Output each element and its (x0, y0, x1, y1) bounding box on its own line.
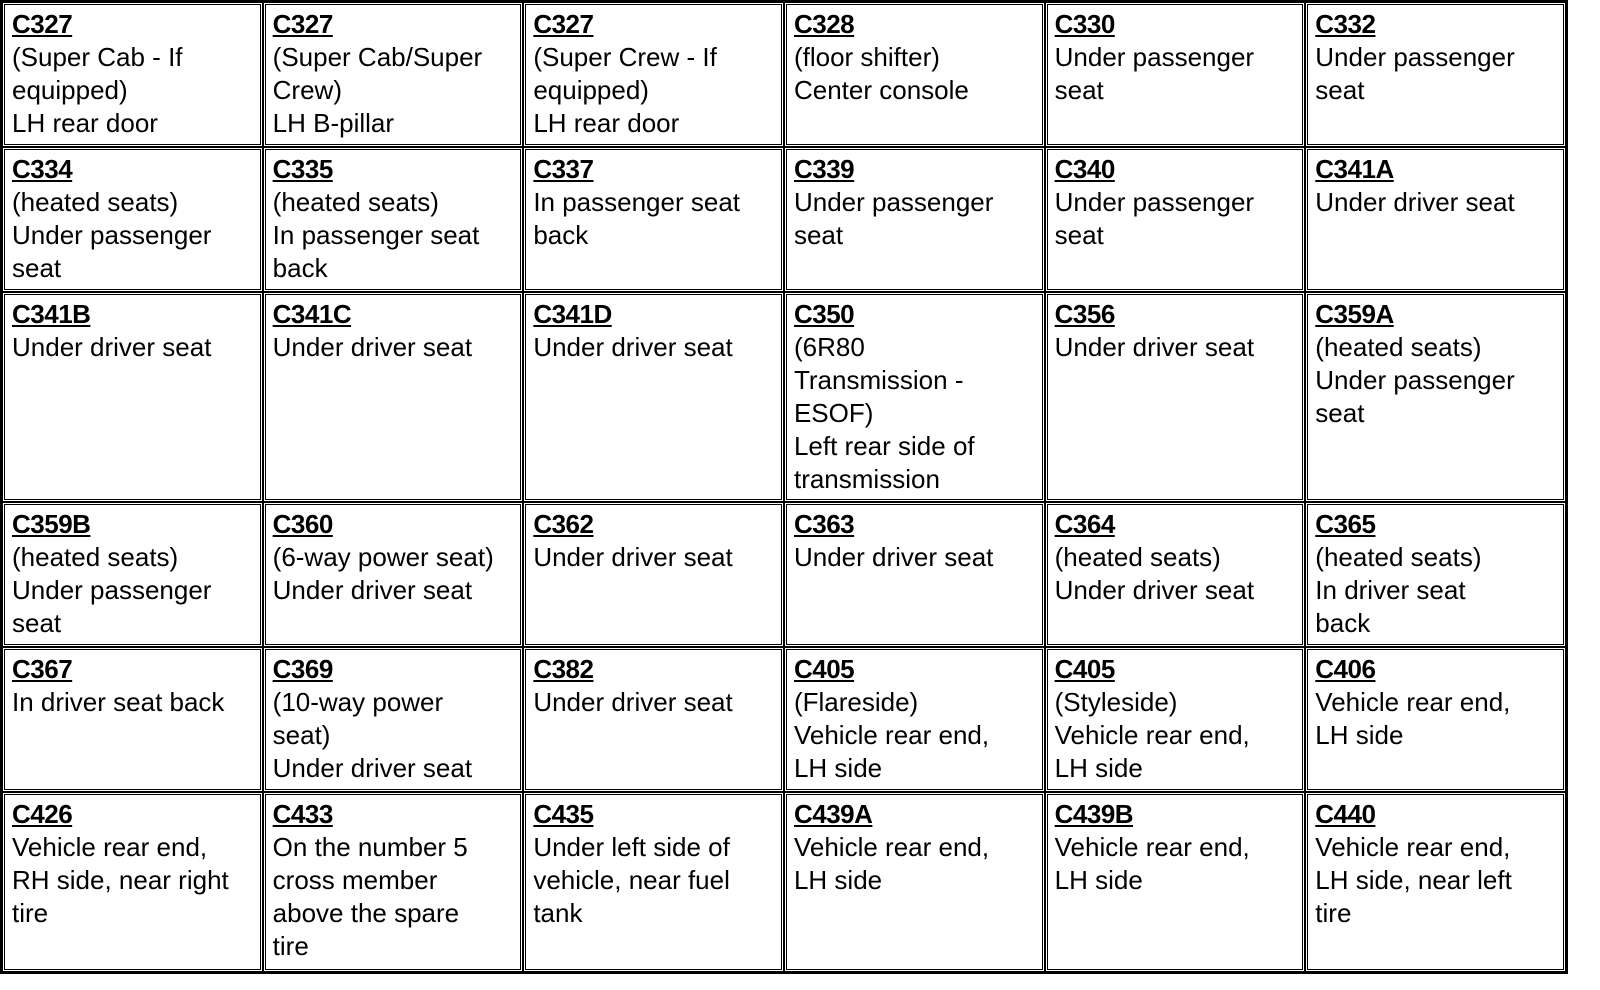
connector-location-text: LH side (1315, 720, 1404, 750)
connector-location-text: Vehicle rear end, (1315, 832, 1511, 862)
connector-location-text: Under driver seat (272, 332, 473, 362)
connector-code-link[interactable]: C362 (533, 509, 594, 539)
connector-cell (2, 502, 263, 647)
connector-location-text: Center console (793, 75, 969, 105)
connector-location-text: RH side, near right (12, 865, 229, 895)
connector-code-link[interactable]: C335 (272, 154, 333, 184)
connector-cell (1045, 502, 1306, 647)
connector-location-text: Under passenger (12, 220, 212, 250)
connector-cell (2, 147, 263, 292)
connector-cell (523, 292, 784, 502)
connector-location-text: (Flareside) (793, 687, 919, 717)
connector-location-text: (Super Crew - If (533, 42, 717, 72)
connector-code-link[interactable]: C328 (793, 9, 855, 39)
connector-location-text: tire (272, 931, 309, 961)
connector-location-text: Under passenger (12, 575, 212, 605)
connector-location-text: Under driver seat (272, 575, 473, 605)
connector-cell (523, 647, 784, 792)
connector-location-text: Vehicle rear end, (793, 832, 990, 862)
connector-location-text: Under passenger (1054, 187, 1255, 217)
table-row (2, 647, 1566, 792)
connector-cell (1305, 647, 1566, 792)
connector-location-text: (heated seats) (1054, 542, 1221, 572)
connector-cell (523, 792, 784, 972)
connector-cell (784, 292, 1045, 502)
connector-cell (263, 2, 524, 147)
connector-cell (523, 147, 784, 292)
connector-location-text: Under passenger (793, 187, 994, 217)
connector-location-text: Under driver seat (272, 753, 473, 783)
connector-code-link[interactable]: C365 (1315, 509, 1376, 539)
connector-code-link[interactable]: C339 (793, 154, 855, 184)
connector-code-link[interactable]: C360 (272, 509, 333, 539)
connector-code-link[interactable]: C334 (12, 154, 73, 184)
connector-location-text: Under driver seat (12, 332, 212, 362)
connector-location-text: back (272, 253, 328, 283)
connector-location-text: LH side (1054, 753, 1143, 783)
connector-location-text: Left rear side of (793, 431, 975, 461)
connector-code-link[interactable]: C359B (12, 509, 91, 539)
connector-code-link[interactable]: C341C (272, 299, 352, 329)
connector-code-link[interactable]: C364 (1054, 509, 1115, 539)
connector-location-text: above the spare (272, 898, 460, 928)
connector-location-text: Vehicle rear end, (793, 720, 990, 750)
connector-cell (263, 502, 524, 647)
connector-location-text: LH B-pillar (272, 108, 395, 138)
connector-location-text: seat (12, 253, 62, 283)
connector-code-link[interactable]: C327 (272, 9, 333, 39)
connector-location-text: Under driver seat (1315, 187, 1515, 217)
connector-cell (784, 147, 1045, 292)
connector-cell (2, 647, 263, 792)
table-row (2, 147, 1566, 292)
connector-location-text: In driver seat back (12, 687, 225, 717)
connector-location-text: (6R80 (793, 332, 865, 362)
connector-location-text: LH rear door (12, 108, 158, 138)
connector-code-link[interactable]: C341D (533, 299, 612, 329)
connector-cell (263, 647, 524, 792)
connector-location-text: Vehicle rear end, (1054, 832, 1250, 862)
connector-code-link[interactable]: C356 (1054, 299, 1115, 329)
connector-cell (1045, 2, 1306, 147)
connector-location-text: Vehicle rear end, (1054, 720, 1250, 750)
connector-code-link[interactable]: C439A (793, 799, 873, 829)
connector-location-text: In passenger seat (533, 187, 741, 217)
connector-location-text: Under passenger (1054, 42, 1255, 72)
connector-location-text: (heated seats) (12, 542, 179, 572)
connector-cell (263, 147, 524, 292)
table-body (2, 2, 1566, 972)
connector-location-text: (heated seats) (1315, 332, 1482, 362)
connector-location-text: back (533, 220, 589, 250)
connector-code-link[interactable]: C330 (1054, 9, 1115, 39)
connector-location-text: seat (12, 608, 62, 638)
connector-location-text: vehicle, near fuel (533, 865, 730, 895)
connector-code-link[interactable]: C405 (793, 654, 855, 684)
connector-code-link[interactable]: C327 (533, 9, 594, 39)
connector-code-link[interactable]: C405 (1054, 654, 1115, 684)
connector-cell (1305, 2, 1566, 147)
connector-location-text: seat (1054, 220, 1104, 250)
connector-cell (1045, 147, 1306, 292)
connector-location-text: seat (1315, 398, 1365, 428)
connector-code-link[interactable]: C433 (272, 799, 333, 829)
connector-location-text: Under passenger (1315, 42, 1515, 72)
table-row (2, 292, 1566, 502)
connector-location-text: LH rear door (533, 108, 680, 138)
connector-code-link[interactable]: C367 (12, 654, 73, 684)
connector-cell (1305, 502, 1566, 647)
connector-location-text: Under driver seat (533, 542, 733, 572)
connector-location-text: On the number 5 (272, 832, 468, 862)
connector-location-text: In driver seat (1315, 575, 1466, 605)
connector-location-text: LH side (793, 753, 883, 783)
connector-location-text: (Super Cab - If (12, 42, 183, 72)
connector-location-text: transmission (793, 464, 940, 494)
connector-code-link[interactable]: C332 (1315, 9, 1376, 39)
connector-location-text: Under driver seat (533, 332, 733, 362)
connector-location-text: Under driver seat (533, 687, 733, 717)
connector-cell (523, 502, 784, 647)
connector-cell (263, 792, 524, 972)
connector-location-text: cross member (272, 865, 438, 895)
connector-location-text: In passenger seat (272, 220, 480, 250)
connector-code-link[interactable]: C440 (1315, 799, 1376, 829)
connector-cell (263, 292, 524, 502)
connector-location-text: Under driver seat (793, 542, 994, 572)
connector-location-text: seat) (272, 720, 331, 750)
connector-cell (784, 647, 1045, 792)
connector-cell (1305, 147, 1566, 292)
connector-location-text: Under driver seat (1054, 332, 1255, 362)
connector-location-text: tire (1315, 898, 1352, 928)
connector-location-text: Vehicle rear end, (12, 832, 208, 862)
connector-location-text: (6-way power seat) (272, 542, 494, 572)
connector-location-text: seat (1054, 75, 1104, 105)
connector-location-text: (Super Cab/Super (272, 42, 483, 72)
connector-location-text: back (1315, 608, 1371, 638)
connector-code-link[interactable]: C359A (1315, 299, 1394, 329)
connector-code-link[interactable]: C369 (272, 654, 333, 684)
connector-location-text: tank (533, 898, 583, 928)
connector-cell (2, 2, 263, 147)
connector-location-text: Under driver seat (1054, 575, 1255, 605)
connector-code-link[interactable]: C341A (1315, 154, 1394, 184)
connector-cell (2, 792, 263, 972)
connector-cell (784, 792, 1045, 972)
connector-code-link[interactable]: C406 (1315, 654, 1376, 684)
connector-location-text: equipped) (12, 75, 128, 105)
connector-code-link[interactable]: C426 (12, 799, 73, 829)
connector-location-text: (Styleside) (1054, 687, 1178, 717)
connector-location-text: Under left side of (533, 832, 730, 862)
connector-location-text: Under passenger (1315, 365, 1515, 395)
connector-location-text: Transmission - (793, 365, 964, 395)
connector-location-text: (heated seats) (12, 187, 179, 217)
connector-location-text: LH side (1054, 865, 1143, 895)
connector-cell (1305, 792, 1566, 972)
table-row (2, 502, 1566, 647)
connector-location-text: Vehicle rear end, (1315, 687, 1511, 717)
connector-cell (1045, 292, 1306, 502)
table-row (2, 792, 1566, 972)
connector-location-text: LH side, near left (1315, 865, 1512, 895)
connector-cell (1045, 792, 1306, 972)
connector-location-text: Crew) (272, 75, 342, 105)
connector-code-link[interactable]: C337 (533, 154, 594, 184)
connector-location-text: (floor shifter) (793, 42, 940, 72)
connector-location-text: equipped) (533, 75, 649, 105)
connector-location-text: seat (1315, 75, 1365, 105)
connector-cell (784, 2, 1045, 147)
connector-location-text: (heated seats) (1315, 542, 1482, 572)
connector-code-link[interactable]: C350 (793, 299, 855, 329)
connector-cell (1045, 647, 1306, 792)
connector-cell (1305, 292, 1566, 502)
connector-location-text: (heated seats) (272, 187, 439, 217)
connector-code-link[interactable]: C340 (1054, 154, 1115, 184)
connector-location-text: ESOF) (793, 398, 874, 428)
table-row (2, 2, 1566, 147)
connector-location-text: LH side (793, 865, 883, 895)
connector-code-link[interactable]: C327 (12, 9, 73, 39)
connector-code-link[interactable]: C363 (793, 509, 855, 539)
connector-location-text: tire (12, 898, 49, 928)
connector-code-link[interactable]: C341B (12, 299, 91, 329)
connector-location-text: (10-way power (272, 687, 444, 717)
connector-cell (523, 2, 784, 147)
connector-code-link[interactable]: C382 (533, 654, 594, 684)
connector-cell (2, 292, 263, 502)
connector-code-link[interactable]: C435 (533, 799, 594, 829)
connector-location-text: seat (793, 220, 844, 250)
connector-code-link[interactable]: C439B (1054, 799, 1134, 829)
connector-cell (784, 502, 1045, 647)
